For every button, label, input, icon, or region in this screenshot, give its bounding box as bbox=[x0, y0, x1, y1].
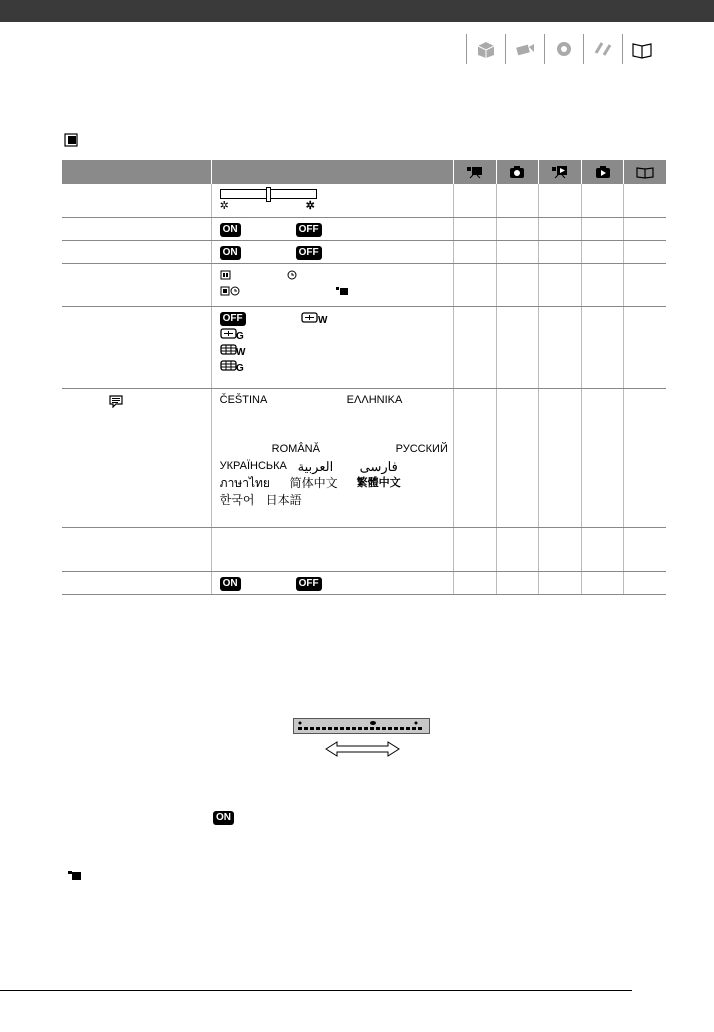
header-mode bbox=[496, 160, 539, 184]
off-badge: OFF bbox=[220, 312, 246, 326]
mode-cell bbox=[454, 306, 497, 388]
options-cell bbox=[211, 306, 453, 388]
mode-cell bbox=[496, 217, 539, 240]
table-row bbox=[62, 306, 666, 388]
clock-icon bbox=[286, 270, 298, 280]
camera-icon[interactable] bbox=[544, 34, 583, 64]
language-option: 日本語 bbox=[265, 492, 302, 507]
options-cell bbox=[211, 571, 453, 594]
photo-record-icon bbox=[508, 165, 526, 179]
options-cell bbox=[211, 263, 453, 306]
mode-cell bbox=[539, 527, 582, 571]
page-divider bbox=[0, 990, 632, 991]
header-mode bbox=[624, 160, 666, 184]
svg-text:W: W bbox=[235, 346, 246, 356]
svg-text:G: G bbox=[235, 362, 244, 372]
language-option: 繁體中文 bbox=[356, 476, 401, 489]
mode-cell bbox=[496, 306, 539, 388]
language-option: УКРАЇНСЬКА bbox=[219, 459, 287, 472]
mode-cell bbox=[496, 571, 539, 594]
mode-cell bbox=[624, 184, 666, 217]
mode-cell bbox=[624, 217, 666, 240]
double-arrow-icon bbox=[325, 740, 400, 758]
table-row bbox=[62, 388, 666, 527]
mode-cell bbox=[581, 263, 624, 306]
book-icon[interactable] bbox=[622, 34, 661, 64]
options-cell bbox=[211, 240, 453, 263]
on-badge: ON bbox=[220, 246, 241, 260]
table-row bbox=[62, 263, 666, 306]
data-code-icon bbox=[220, 270, 232, 280]
mode-cell bbox=[624, 527, 666, 571]
header-mode bbox=[539, 160, 582, 184]
reference-book-icon bbox=[636, 165, 654, 179]
dim-sun-icon: ✲ bbox=[219, 200, 229, 212]
language-option: ภาษาไทย bbox=[219, 475, 270, 490]
language-icon bbox=[108, 394, 124, 408]
table-row bbox=[62, 571, 666, 594]
photo-play-icon bbox=[594, 165, 612, 179]
mode-cell bbox=[454, 388, 497, 527]
mode-cell bbox=[624, 263, 666, 306]
top-bar bbox=[0, 0, 714, 22]
mode-cell bbox=[539, 184, 582, 217]
options-cell bbox=[211, 217, 453, 240]
date-time-icon bbox=[220, 286, 240, 296]
language-option: ROMÂNĂ bbox=[271, 442, 320, 455]
movie-play-icon bbox=[551, 165, 569, 179]
mode-cell bbox=[454, 571, 497, 594]
mode-cell bbox=[624, 571, 666, 594]
mode-cell bbox=[624, 240, 666, 263]
mode-cell bbox=[539, 306, 582, 388]
mode-cell bbox=[454, 184, 497, 217]
camera-data-icon bbox=[336, 286, 348, 296]
brightness-slider[interactable] bbox=[220, 189, 317, 199]
item-cell bbox=[62, 184, 211, 217]
language-option: ČEŠTINA bbox=[219, 393, 268, 406]
header-options-column bbox=[211, 160, 453, 184]
mode-cell bbox=[496, 240, 539, 263]
svg-text:G: G bbox=[235, 330, 244, 340]
language-option: 한국어 bbox=[219, 492, 255, 507]
item-cell bbox=[62, 217, 211, 240]
item-cell bbox=[62, 306, 211, 388]
mode-cell bbox=[581, 388, 624, 527]
bright-sun-icon: ✲ bbox=[305, 200, 315, 212]
mode-cell bbox=[454, 240, 497, 263]
options-cell bbox=[211, 184, 453, 217]
off-badge: OFF bbox=[296, 246, 322, 260]
off-badge: OFF bbox=[296, 577, 322, 591]
mode-cell bbox=[539, 571, 582, 594]
options-cell bbox=[211, 388, 453, 527]
language-option: العربية bbox=[297, 458, 334, 474]
mode-cell bbox=[496, 527, 539, 571]
mode-cell bbox=[581, 217, 624, 240]
mode-cell bbox=[581, 184, 624, 217]
camcorder-icon[interactable] bbox=[505, 34, 544, 64]
level-indicator-diagram bbox=[293, 718, 430, 734]
mode-cell bbox=[454, 263, 497, 306]
item-cell bbox=[62, 527, 211, 571]
mode-cell bbox=[454, 527, 497, 571]
mode-cell bbox=[539, 240, 582, 263]
on-badge: ON bbox=[220, 223, 241, 237]
menu-table bbox=[62, 160, 666, 595]
language-option: فارسی bbox=[359, 458, 398, 474]
table-header-row bbox=[62, 160, 666, 184]
off-badge: OFF bbox=[296, 223, 322, 237]
transfer-icon[interactable] bbox=[583, 34, 622, 64]
item-cell bbox=[62, 571, 211, 594]
mode-cell bbox=[496, 263, 539, 306]
item-cell bbox=[62, 388, 211, 527]
mode-cell bbox=[539, 388, 582, 527]
mode-cell bbox=[624, 388, 666, 527]
mode-cell bbox=[539, 263, 582, 306]
on-badge: ON bbox=[220, 577, 241, 591]
item-cell bbox=[62, 240, 211, 263]
table-row bbox=[62, 240, 666, 263]
header-mode bbox=[454, 160, 497, 184]
marker-w-icon bbox=[301, 312, 329, 324]
camera-data-icon bbox=[68, 870, 82, 881]
display-settings-icon bbox=[64, 133, 80, 147]
box-icon[interactable] bbox=[466, 34, 505, 64]
item-cell bbox=[62, 263, 211, 306]
mode-cell bbox=[496, 388, 539, 527]
section-tabs bbox=[466, 34, 661, 64]
mode-cell bbox=[581, 306, 624, 388]
table-row bbox=[62, 527, 666, 571]
grid-w-icon bbox=[220, 344, 246, 356]
mode-cell bbox=[539, 217, 582, 240]
grid-g-icon bbox=[220, 360, 246, 372]
marker-g-icon bbox=[220, 328, 246, 340]
options-cell bbox=[211, 527, 453, 571]
movie-record-icon bbox=[466, 165, 484, 179]
mode-cell bbox=[454, 217, 497, 240]
language-option: 简体中文 bbox=[289, 475, 338, 490]
language-option: РУССКИЙ bbox=[395, 442, 448, 455]
mode-cell bbox=[624, 306, 666, 388]
header-mode bbox=[581, 160, 624, 184]
table-row bbox=[62, 217, 666, 240]
header-item-column bbox=[62, 160, 211, 184]
mode-cell bbox=[581, 240, 624, 263]
svg-text:W: W bbox=[317, 314, 328, 324]
language-option: ΕΛΛΗΝΙΚΑ bbox=[346, 393, 403, 406]
table-row bbox=[62, 184, 666, 217]
mode-cell bbox=[496, 184, 539, 217]
mode-cell bbox=[581, 571, 624, 594]
on-badge: ON bbox=[213, 811, 234, 825]
mode-cell bbox=[581, 527, 624, 571]
